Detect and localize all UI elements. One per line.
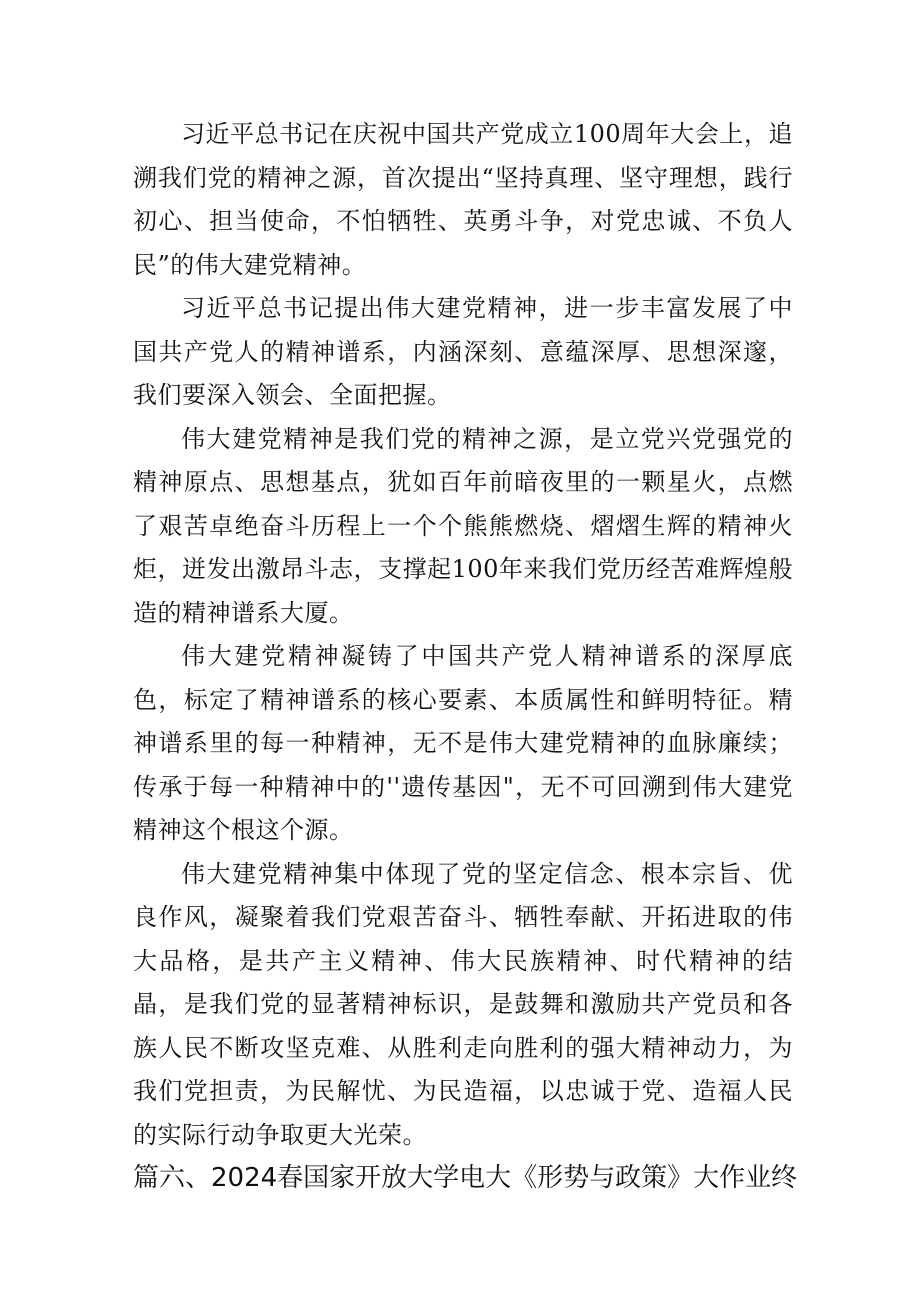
document-body	[133, 113, 793, 1157]
paragraph-2: 习近平总书记提出伟大建党精神，进一步丰富发展了中国共产党人的精神谱系，内涵深刻、意蕴深厚、思想深邃，我们要深入领会、全面把握。	[133, 294, 793, 409]
paragraph-4: 伟大建党精神凝铸了中国共产党人精神谱系的深厚底色，标定了精神谱系的核心要素、本质属性和鲜明特征。精神谱系里的每一种精神，无不是伟大建党精神的血脉廉续；传承于每一种精神中的''遗传基因"，无不可回溯到伟大建党精神这个根这个源。	[133, 642, 793, 844]
section-heading: 篇六、2024春国家开放大学电大《形势与政策》大作业终	[133, 1163, 798, 1193]
paragraph-5: 伟大建党精神集中体现了党的坚定信念、根本宗旨、优良作风，凝聚着我们党艰苦奋斗、牺牲奉献、开拓进取的伟大品格，是共产主义精神、伟大民族精神、时代精神的结晶，是我们党的显著精神标识，是鼓舞和激励共产党员和各族人民不断攻坚克难、从胜利走向胜利的强大精神动力，为我们党担责，为民解忧、为民造福，以忠诚于党、造福人民的实际行动争取更大光荣。	[133, 859, 793, 1149]
paragraph-3: 伟大建党精神是我们党的精神之源，是立党兴党强党的精神原点、思想基点，犹如百年前暗夜里的一颗星火，点燃了艰苦卓绝奋斗历程上一个个熊熊燃烧、熠熠生辉的精神火炬，迸发出激昂斗志，支撑起100年来我们党历经苦难辉煌般造的精神谱系大厦。	[133, 424, 793, 627]
paragraph-1: 习近平总书记在庆祝中国共产党成立100周年大会上，追溯我们党的精神之源，首次提出“坚持真理、坚守理想，践行初心、担当使命，不怕牺牲、英勇斗争，对党忠诚、不负人民”的伟大建党精神。	[133, 120, 793, 279]
